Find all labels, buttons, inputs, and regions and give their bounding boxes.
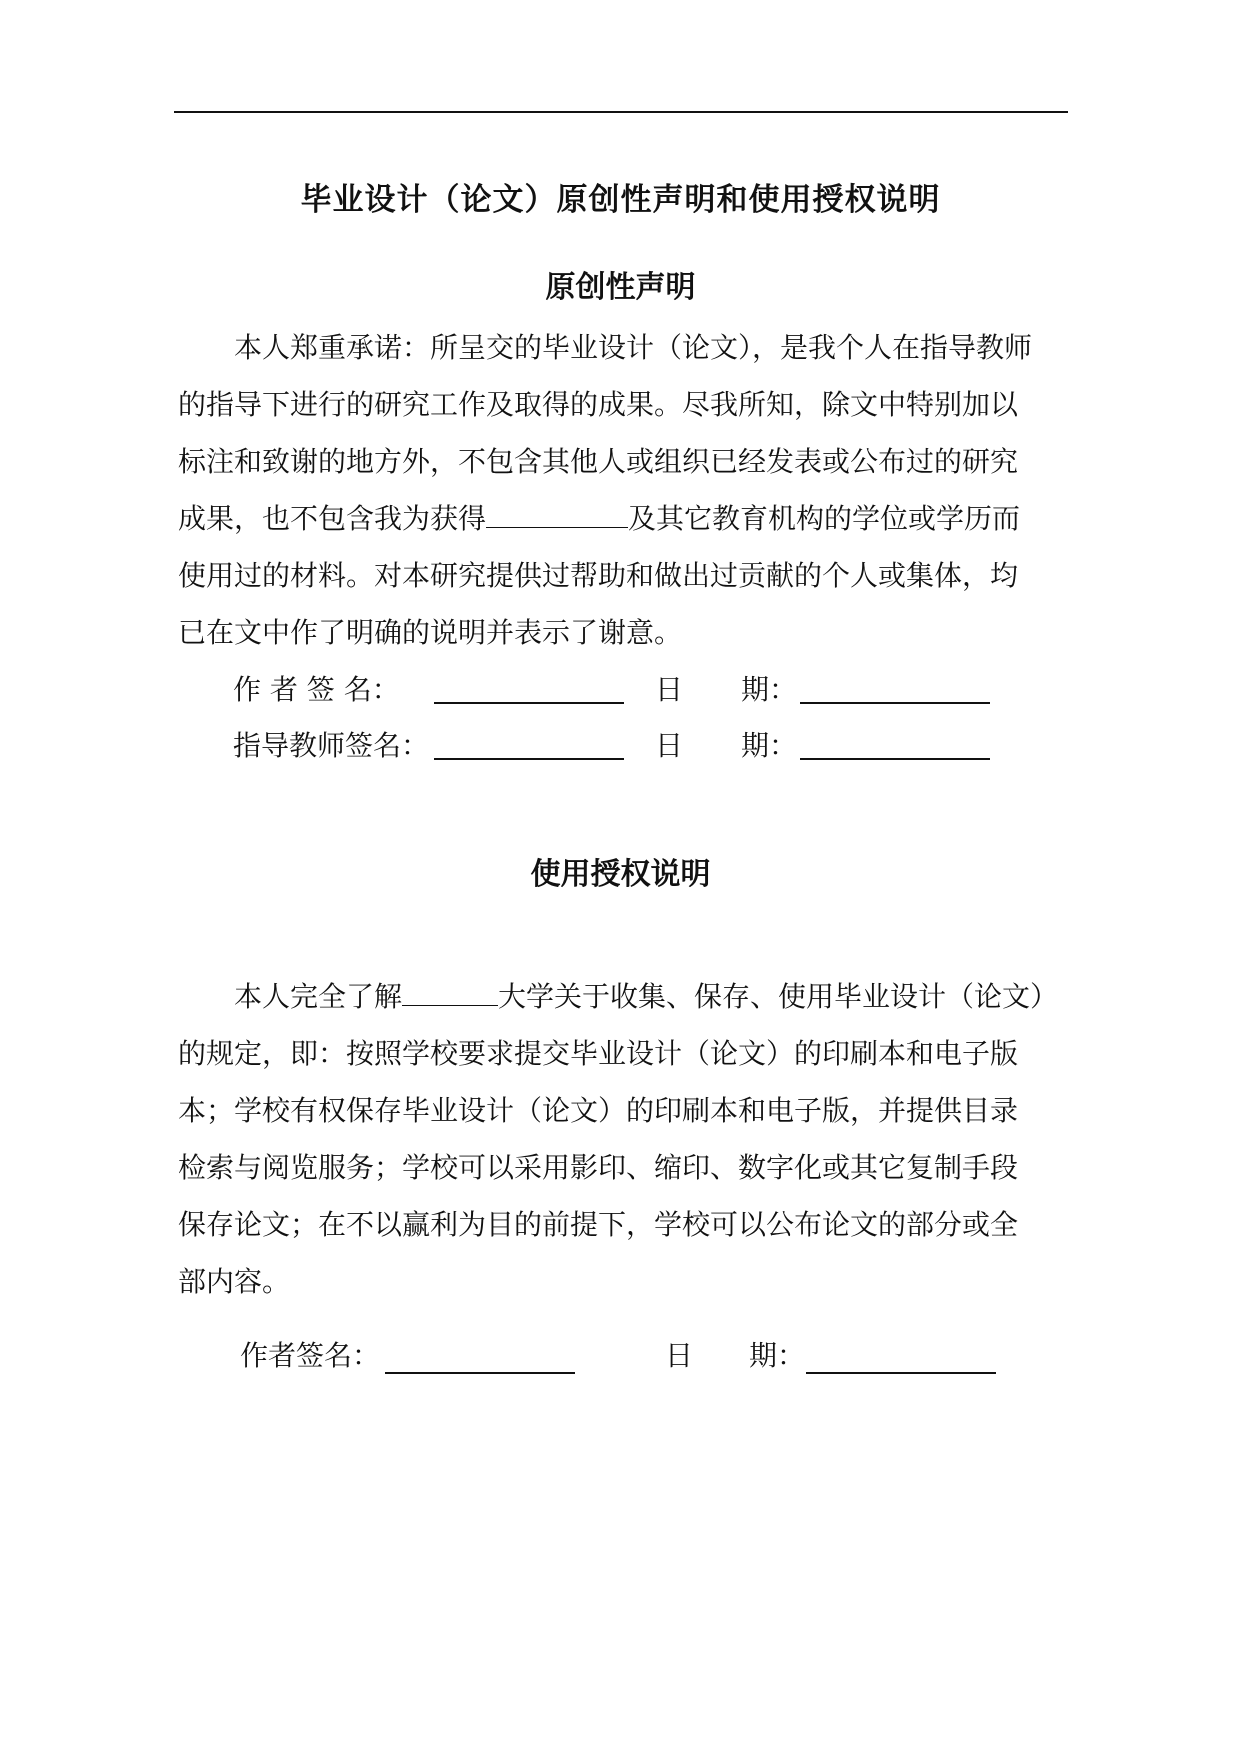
statement-line: 标注和致谢的地方外，不包含其他人或组织已经发表或公布过的研究 bbox=[178, 445, 1019, 478]
advisor-signature-row bbox=[0, 724, 1241, 764]
advisor-signature-label: 指导教师签名： bbox=[233, 729, 430, 762]
statement-line: 本；学校有权保存毕业设计（论文）的印刷本和电子版，并提供目录 bbox=[178, 1094, 1019, 1127]
statement-text: 成果，也不包含我为获得 bbox=[178, 502, 487, 535]
originality-statement bbox=[178, 319, 1072, 661]
authorization-signature-row bbox=[0, 1334, 1241, 1374]
author-date-line[interactable] bbox=[806, 1372, 996, 1374]
author-signature-line[interactable] bbox=[434, 702, 624, 704]
statement-line-with-blank bbox=[178, 490, 1072, 547]
author-signature-label: 作 者 签 名： bbox=[233, 673, 400, 706]
statement-line: 使用过的材料。对本研究提供过帮助和做出过贡献的个人或集体，均 bbox=[178, 559, 1019, 592]
statement-line: 检索与阅览服务；学校可以采用影印、缩印、数字化或其它复制手段 bbox=[178, 1151, 1019, 1184]
author-signature-row bbox=[0, 668, 1241, 708]
authorization-heading: 使用授权说明 bbox=[530, 857, 711, 892]
statement-line: 已在文中作了明确的说明并表示了谢意。 bbox=[178, 616, 683, 649]
author-signature-label: 作者签名： bbox=[240, 1339, 381, 1372]
statement-line-with-blank bbox=[178, 968, 1072, 1025]
date-label-ri: 日 bbox=[665, 1339, 694, 1372]
authorization-statement bbox=[178, 968, 1072, 1310]
statement-line: 保存论文；在不以赢利为目的前提下，学校可以公布论文的部分或全 bbox=[178, 1208, 1019, 1241]
date-label-qi: 期： bbox=[741, 729, 798, 762]
degree-blank[interactable] bbox=[486, 499, 628, 528]
date-label-qi: 期： bbox=[741, 673, 798, 706]
date-label-ri: 日 bbox=[655, 729, 684, 762]
date-label-ri: 日 bbox=[655, 673, 684, 706]
statement-line: 的指导下进行的研究工作及取得的成果。尽我所知，除文中特别加以 bbox=[178, 388, 1019, 421]
statement-text: 大学关于收集、保存、使用毕业设计（论文） bbox=[498, 980, 1059, 1013]
header-rule bbox=[174, 111, 1068, 113]
university-blank[interactable] bbox=[402, 977, 498, 1006]
statement-text: 本人完全了解 bbox=[234, 980, 403, 1013]
statement-text: 及其它教育机构的学位或学历而 bbox=[628, 502, 1021, 535]
advisor-signature-line[interactable] bbox=[434, 758, 624, 760]
originality-heading: 原创性声明 bbox=[545, 270, 696, 305]
advisor-date-line[interactable] bbox=[800, 758, 990, 760]
statement-line: 的规定，即：按照学校要求提交毕业设计（论文）的印刷本和电子版 bbox=[178, 1037, 1019, 1070]
date-label-qi: 期： bbox=[749, 1339, 806, 1372]
author-signature-line[interactable] bbox=[385, 1372, 575, 1374]
statement-line: 本人郑重承诺：所呈交的毕业设计（论文），是我个人在指导教师 bbox=[234, 331, 1033, 364]
statement-line: 部内容。 bbox=[178, 1265, 291, 1298]
author-date-line[interactable] bbox=[800, 702, 990, 704]
document-title: 毕业设计（论文）原创性声明和使用授权说明 bbox=[300, 182, 941, 218]
